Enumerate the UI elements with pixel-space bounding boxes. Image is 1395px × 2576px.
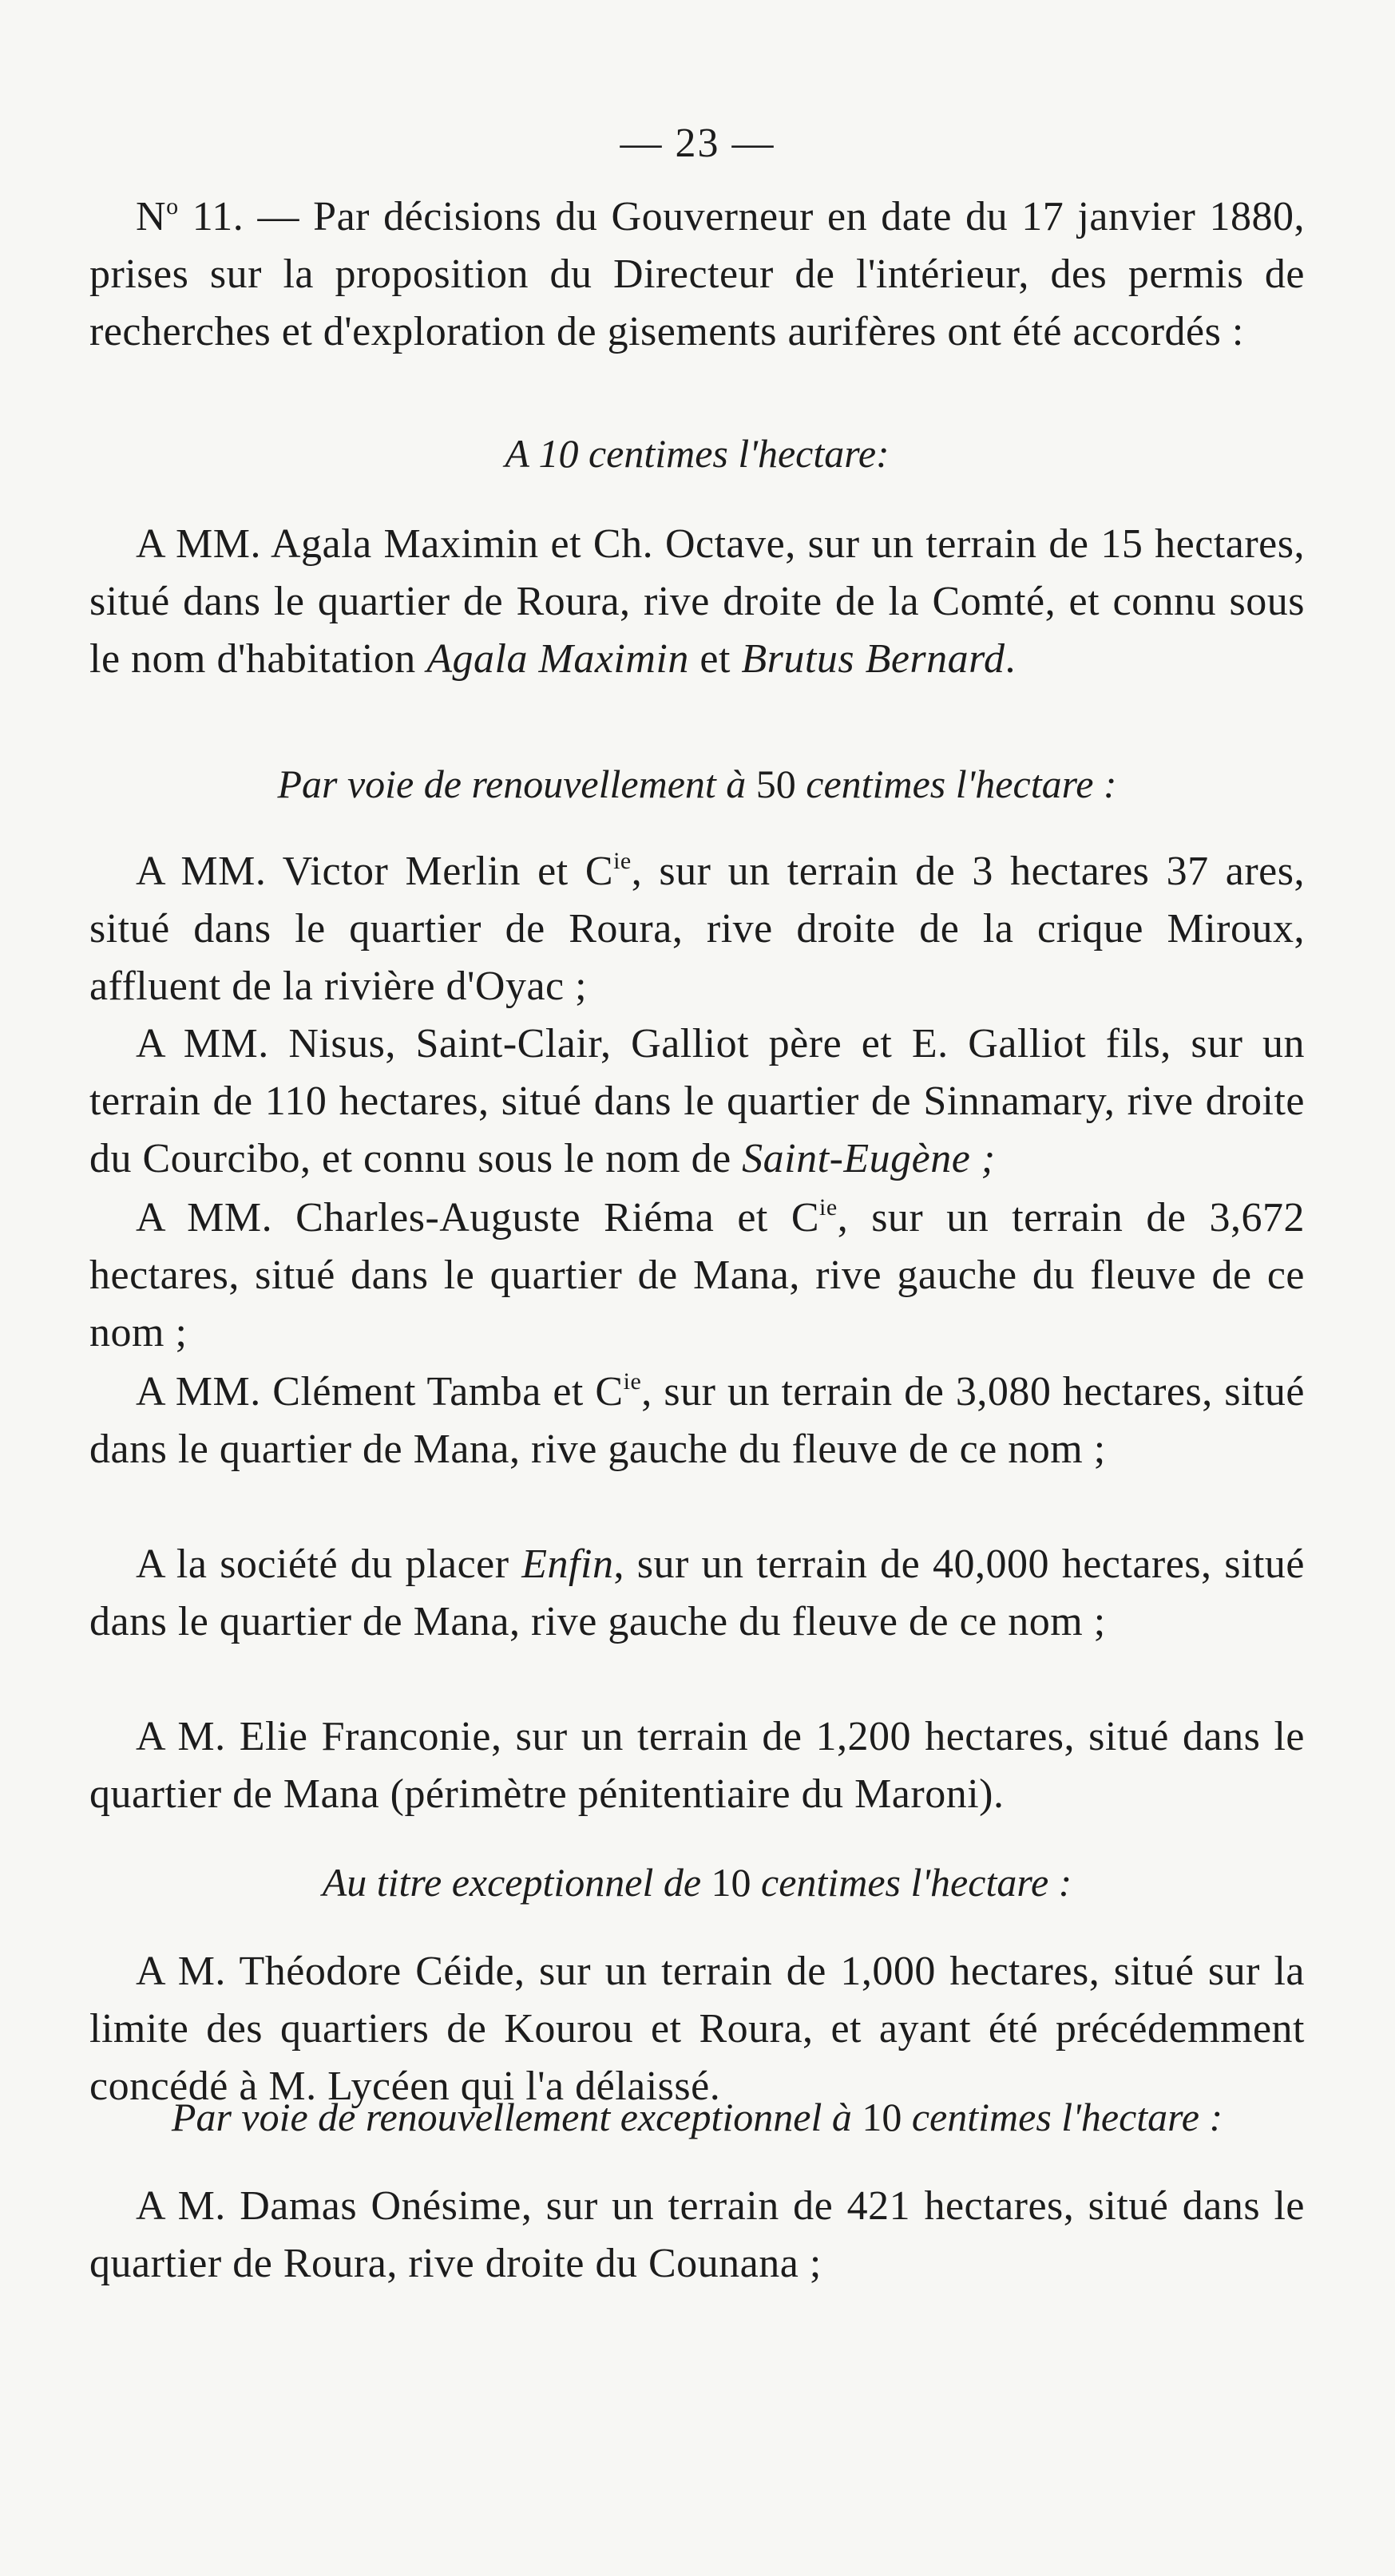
grant-tamba-sup: ie [623,1368,642,1395]
grant-riema-sup: ie [819,1194,838,1221]
grant-agala-end: . [1005,636,1016,682]
heading-1-rest: 10 centimes l'hectare: [528,431,890,476]
grant-riema-rest: , sur un terrain de 3,672 hectares, situé dans le quartier de Mana, rive gauche du fleuve de ce nom ; [89,1195,1305,1355]
grant-tamba-rest: , sur un terrain de 3,080 hectares, situé dans le quartier de Mana, rive gauche du fleuve de ce nom ; [89,1369,1305,1472]
intro-text: Par décisions du Gouverneur en date du 17 janvier 1880, prises sur la proposition du Directeur de l'intérieur, des permis de recherches et d'exploration de gisements aurifères ont été accordés : [89,194,1305,354]
name-saint-eugene: Saint-Eugène ; [742,1136,996,1181]
heading-4-part-2: centimes l'hectare : [911,2095,1223,2139]
grant-merlin-sup: ie [613,848,632,874]
grant-agala-maximin [89,516,1305,688]
grant-merlin-rest: , sur un terrain de 3 hectares 37 ares, situé dans le quartier de Roura, rive droite de la crique Miroux, affluent de la rivière d'Oyac ; [89,849,1305,1009]
heading-3-number: 10 [701,1860,762,1905]
heading-1-prefix: A [505,431,529,476]
grant-agala-between: et [688,636,742,682]
grant-merlin-text: A MM. Victor Merlin et C [136,849,614,894]
grant-enfin-rest: , sur un terrain de 40,000 hectares, situé dans le quartier de Mana, rive gauche du fleuve de ce nom ; [89,1541,1305,1644]
grant-riema [89,1189,1305,1362]
heading-2-number: 50 [755,762,796,806]
number-abbrev: N [136,194,167,239]
decision-number: 11. — [178,194,299,239]
grant-damas-onesime: A M. Damas Onésime, sur un terrain de 421 hectares, situé dans le quartier de Roura, rive droite du Counana ; [89,2183,1305,2286]
page-number: — 23 — [620,121,775,166]
grant-nisus-saint-clair [89,1015,1305,1188]
heading-renouvellement-50 [89,755,1305,813]
grant-elie-franconie: A M. Elie Franconie, sur un terrain de 1,200 hectares, situé dans le quartier de Mana (périmètre pénitentiaire du Maroni). [89,1714,1305,1817]
heading-10-centimes [89,425,1305,482]
name-brutus-bernard: Brutus Bernard [741,636,1005,682]
grant-placer-enfin [89,1536,1305,1651]
heading-3-part-1: Au titre exceptionnel de [322,1860,702,1905]
grant-enfin-text: A la société du placer [136,1541,522,1587]
grant-nisus-text: A MM. Nisus, Saint-Clair, Galliot père et E. Galliot fils, sur un terrain de 110 hectares, situé dans le quartier de Sinnamary, rive droite du Courcibo, et connu sous le nom de [89,1021,1305,1181]
heading-4-part-1: Par voie de renouvellement exceptionnel à [171,2095,852,2139]
grant-riema-text: A MM. Charles-Auguste Riéma et C [136,1195,820,1241]
heading-3-part-2: centimes l'hectare : [761,1860,1072,1905]
grant-victor-merlin [89,843,1305,1015]
grant-agala-text: A MM. Agala Maximin et Ch. Octave, sur un terrain de 15 hectares, situé dans le quartier de Roura, rive droite de la Comté, et connu sous le nom d'habitation [89,521,1305,682]
grant-clement-tamba [89,1363,1305,1478]
name-agala-maximin: Agala Maximin [426,636,689,682]
heading-renouvellement-exceptionnel [89,2088,1305,2146]
grant-tamba-text: A MM. Clément Tamba et C [136,1369,624,1415]
heading-titre-exceptionnel [89,1854,1305,1911]
name-enfin: Enfin [521,1541,614,1587]
heading-2-part-2: centimes l'hectare : [795,762,1117,806]
number-abbrev-sup: o [166,193,179,220]
heading-4-number: 10 [851,2095,912,2139]
grant-theodore-ceide: A M. Théodore Céide, sur un terrain de 1,000 hectares, situé sur la limite des quartiers de Kourou et Roura, et ayant été précédemment concédé à M. Lycéen qui l'a délaissé. [89,1949,1305,2109]
intro-paragraph [89,188,1305,361]
heading-2-part-1: Par voie de renouvellement à [277,762,756,806]
